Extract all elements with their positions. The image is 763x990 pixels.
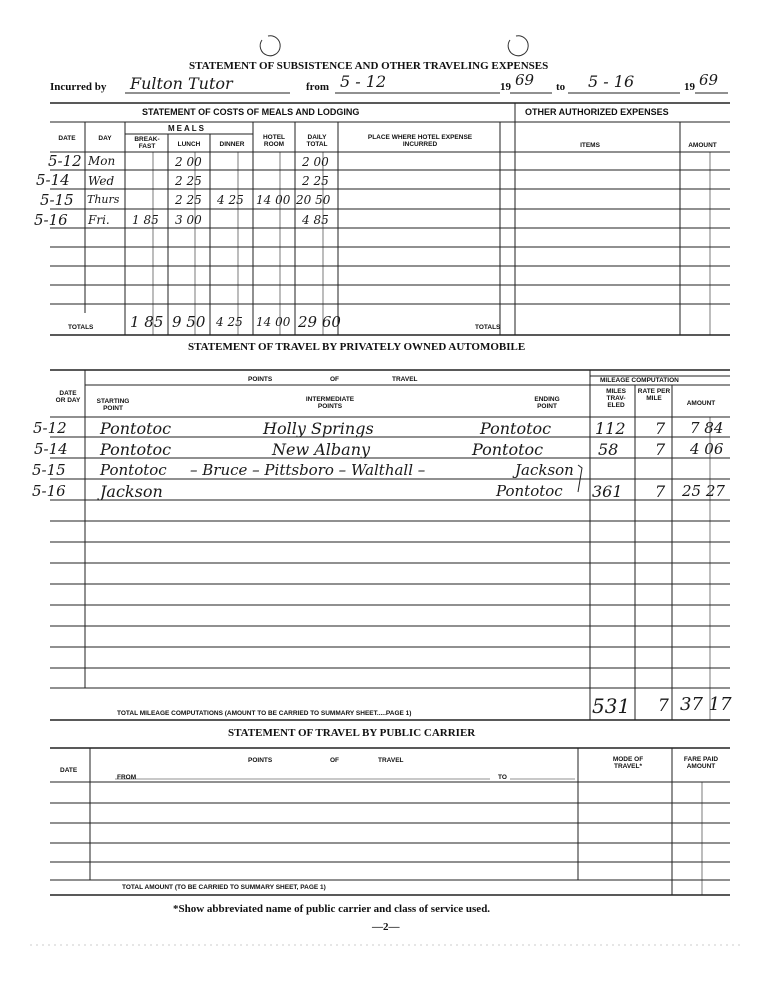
col-lunch: LUNCH: [177, 141, 201, 148]
carrier-total-label: TOTAL AMOUNT (TO BE CARRIED TO SUMMARY SHEET, PAGE 1): [122, 884, 326, 891]
meal-row-day: Mon: [88, 154, 116, 168]
carrier-points-label: POINTS: [248, 757, 273, 764]
total-hotel: 14 00: [256, 315, 291, 329]
carrier-col-date: DATE: [60, 767, 78, 774]
col-day: DAY: [98, 135, 112, 142]
meal-row-daily: 20 50: [296, 193, 331, 207]
meal-row-lunch: 2 25: [175, 174, 202, 188]
auto-row-date: 5-12: [33, 419, 67, 437]
col-dinner: DINNER: [219, 141, 245, 148]
auto-row-date: 5-16: [32, 482, 66, 500]
meal-row-lunch: 2 00: [175, 155, 202, 169]
year-prefix-from: 19: [500, 81, 511, 93]
meal-row-daily: 2 00: [302, 155, 329, 169]
col-place: PLACE WHERE HOTEL EXPENSE INCURRED: [367, 134, 473, 148]
auto-col-miles: MILES TRAV-ELED: [606, 388, 626, 409]
meal-row-lunch: 3 00: [175, 213, 202, 227]
auto-col-amount: AMOUNT: [686, 400, 716, 407]
meal-row-date: 5-16: [34, 211, 68, 229]
auto-row-start: Jackson: [100, 482, 163, 501]
other-totals-label: TOTALS: [475, 324, 501, 331]
auto-total-amount: 37 17: [680, 694, 732, 715]
auto-row-amount: 4 06: [690, 440, 724, 458]
meal-row-hotel: 14 00: [256, 193, 291, 207]
col-daily: DAILY TOTAL: [306, 134, 328, 148]
total-lunch: 9 50: [172, 313, 206, 331]
carrier-to-label: TO: [498, 774, 507, 781]
page-number: —2—: [372, 921, 400, 933]
auto-col-rate: RATE PER MILE: [637, 388, 671, 402]
auto-row-intermediate: Holly Springs: [263, 419, 374, 438]
total-dinner: 4 25: [216, 315, 243, 329]
carrier-travel-label: TRAVEL: [378, 757, 404, 764]
carrier-col-mode: MODE OF TRAVEL*: [612, 756, 644, 770]
form-title: STATEMENT OF SUBSISTENCE AND OTHER TRAVELING EXPENSES: [189, 60, 549, 72]
meal-row-daily: 4 85: [302, 213, 329, 227]
auto-col-ending: ENDING POINT: [534, 396, 560, 410]
auto-total-label: TOTAL MILEAGE COMPUTATIONS (AMOUNT TO BE CARRIED TO SUMMARY SHEET.....PAGE 1): [117, 710, 412, 717]
meals-section-title: STATEMENT OF COSTS OF MEALS AND LODGING: [142, 107, 360, 117]
auto-col-date: DATE OR DAY: [55, 390, 81, 404]
meal-row-dinner: 4 25: [217, 193, 244, 207]
auto-row-miles: 58: [598, 440, 619, 459]
meals-totals-label: TOTALS: [68, 324, 94, 331]
year-prefix-to: 19: [684, 81, 695, 93]
from-date-value: 5 - 12: [340, 72, 387, 91]
col-items: ITEMS: [580, 142, 600, 149]
carrier-section-title: STATEMENT OF TRAVEL BY PUBLIC CARRIER: [228, 727, 476, 739]
footer-note: *Show abbreviated name of public carrier and class of service used.: [173, 903, 491, 915]
year-from-value: 69: [515, 71, 535, 89]
auto-row-start: Pontotoc: [100, 419, 172, 438]
col-other-amount: AMOUNT: [688, 142, 717, 149]
carrier-of-label: OF: [330, 757, 340, 764]
auto-row-miles: 112: [595, 419, 626, 438]
meal-row-lunch: 2 25: [175, 193, 202, 207]
meal-row-day: Fri.: [88, 213, 110, 227]
total-daily: 29 60: [298, 313, 341, 331]
auto-row-start: Pontotoc: [100, 440, 172, 459]
incurred-by-value: Fulton Tutor: [130, 74, 233, 93]
auto-row-miles: 361: [592, 482, 623, 501]
auto-row-rate: 7: [655, 482, 666, 501]
year-to-value: 69: [699, 71, 719, 89]
auto-points-label: POINTS: [248, 376, 273, 383]
to-label: to: [556, 81, 566, 93]
total-breakfast: 1 85: [130, 313, 164, 331]
meal-row-day: Thurs: [87, 193, 120, 206]
auto-total-rate: 7: [658, 696, 669, 716]
meal-row-date: 5-15: [40, 191, 74, 209]
to-date-value: 5 - 16: [588, 72, 635, 91]
auto-row-ending: Pontotoc: [496, 482, 563, 500]
meal-row-breakfast: 1 85: [132, 213, 159, 227]
auto-row-ending: Pontotoc: [472, 440, 544, 459]
auto-of-label: OF: [330, 376, 340, 383]
auto-row-rate: 7: [655, 419, 666, 438]
col-meals: MEALS: [168, 124, 206, 133]
meal-row-daily: 2 25: [302, 174, 329, 188]
auto-row-intermediate: New Albany: [272, 440, 371, 459]
auto-row-date: 5-14: [34, 440, 68, 458]
other-expenses-title: OTHER AUTHORIZED EXPENSES: [525, 107, 669, 117]
auto-total-miles: 531: [592, 694, 631, 718]
auto-row-ending: Pontotoc: [480, 419, 552, 438]
carrier-from-label: FROM: [117, 774, 137, 781]
carrier-col-fare: FARE PAID AMOUNT: [683, 756, 719, 770]
auto-travel-label: TRAVEL: [392, 376, 418, 383]
auto-row-start: Pontotoc: [100, 461, 167, 479]
auto-row-rate: 7: [655, 440, 666, 459]
from-label: from: [306, 81, 330, 93]
meal-row-day: Wed: [88, 174, 115, 188]
meal-row-date: 5-14: [36, 171, 70, 189]
auto-row-amount: 25 27: [682, 482, 725, 500]
auto-row-ending: Jackson: [515, 461, 574, 479]
incurred-by-label: Incurred by: [50, 81, 107, 93]
col-breakfast: BREAK-FAST: [134, 136, 160, 150]
mileage-computation-label: MILEAGE COMPUTATION: [600, 377, 679, 384]
col-hotel: HOTEL ROOM: [262, 134, 286, 148]
auto-col-intermediate: INTERMEDIATE POINTS: [305, 396, 355, 410]
auto-row-intermediate: – Bruce – Pittsboro – Walthall –: [190, 461, 426, 479]
auto-row-amount: 7 84: [690, 419, 724, 437]
col-date: DATE: [58, 135, 76, 142]
auto-row-date: 5-15: [32, 461, 66, 479]
meal-row-date: 5-12: [48, 152, 82, 170]
auto-section-title: STATEMENT OF TRAVEL BY PRIVATELY OWNED AUTOMOBILE: [188, 341, 526, 353]
auto-col-start: STARTING POINT: [96, 398, 130, 412]
